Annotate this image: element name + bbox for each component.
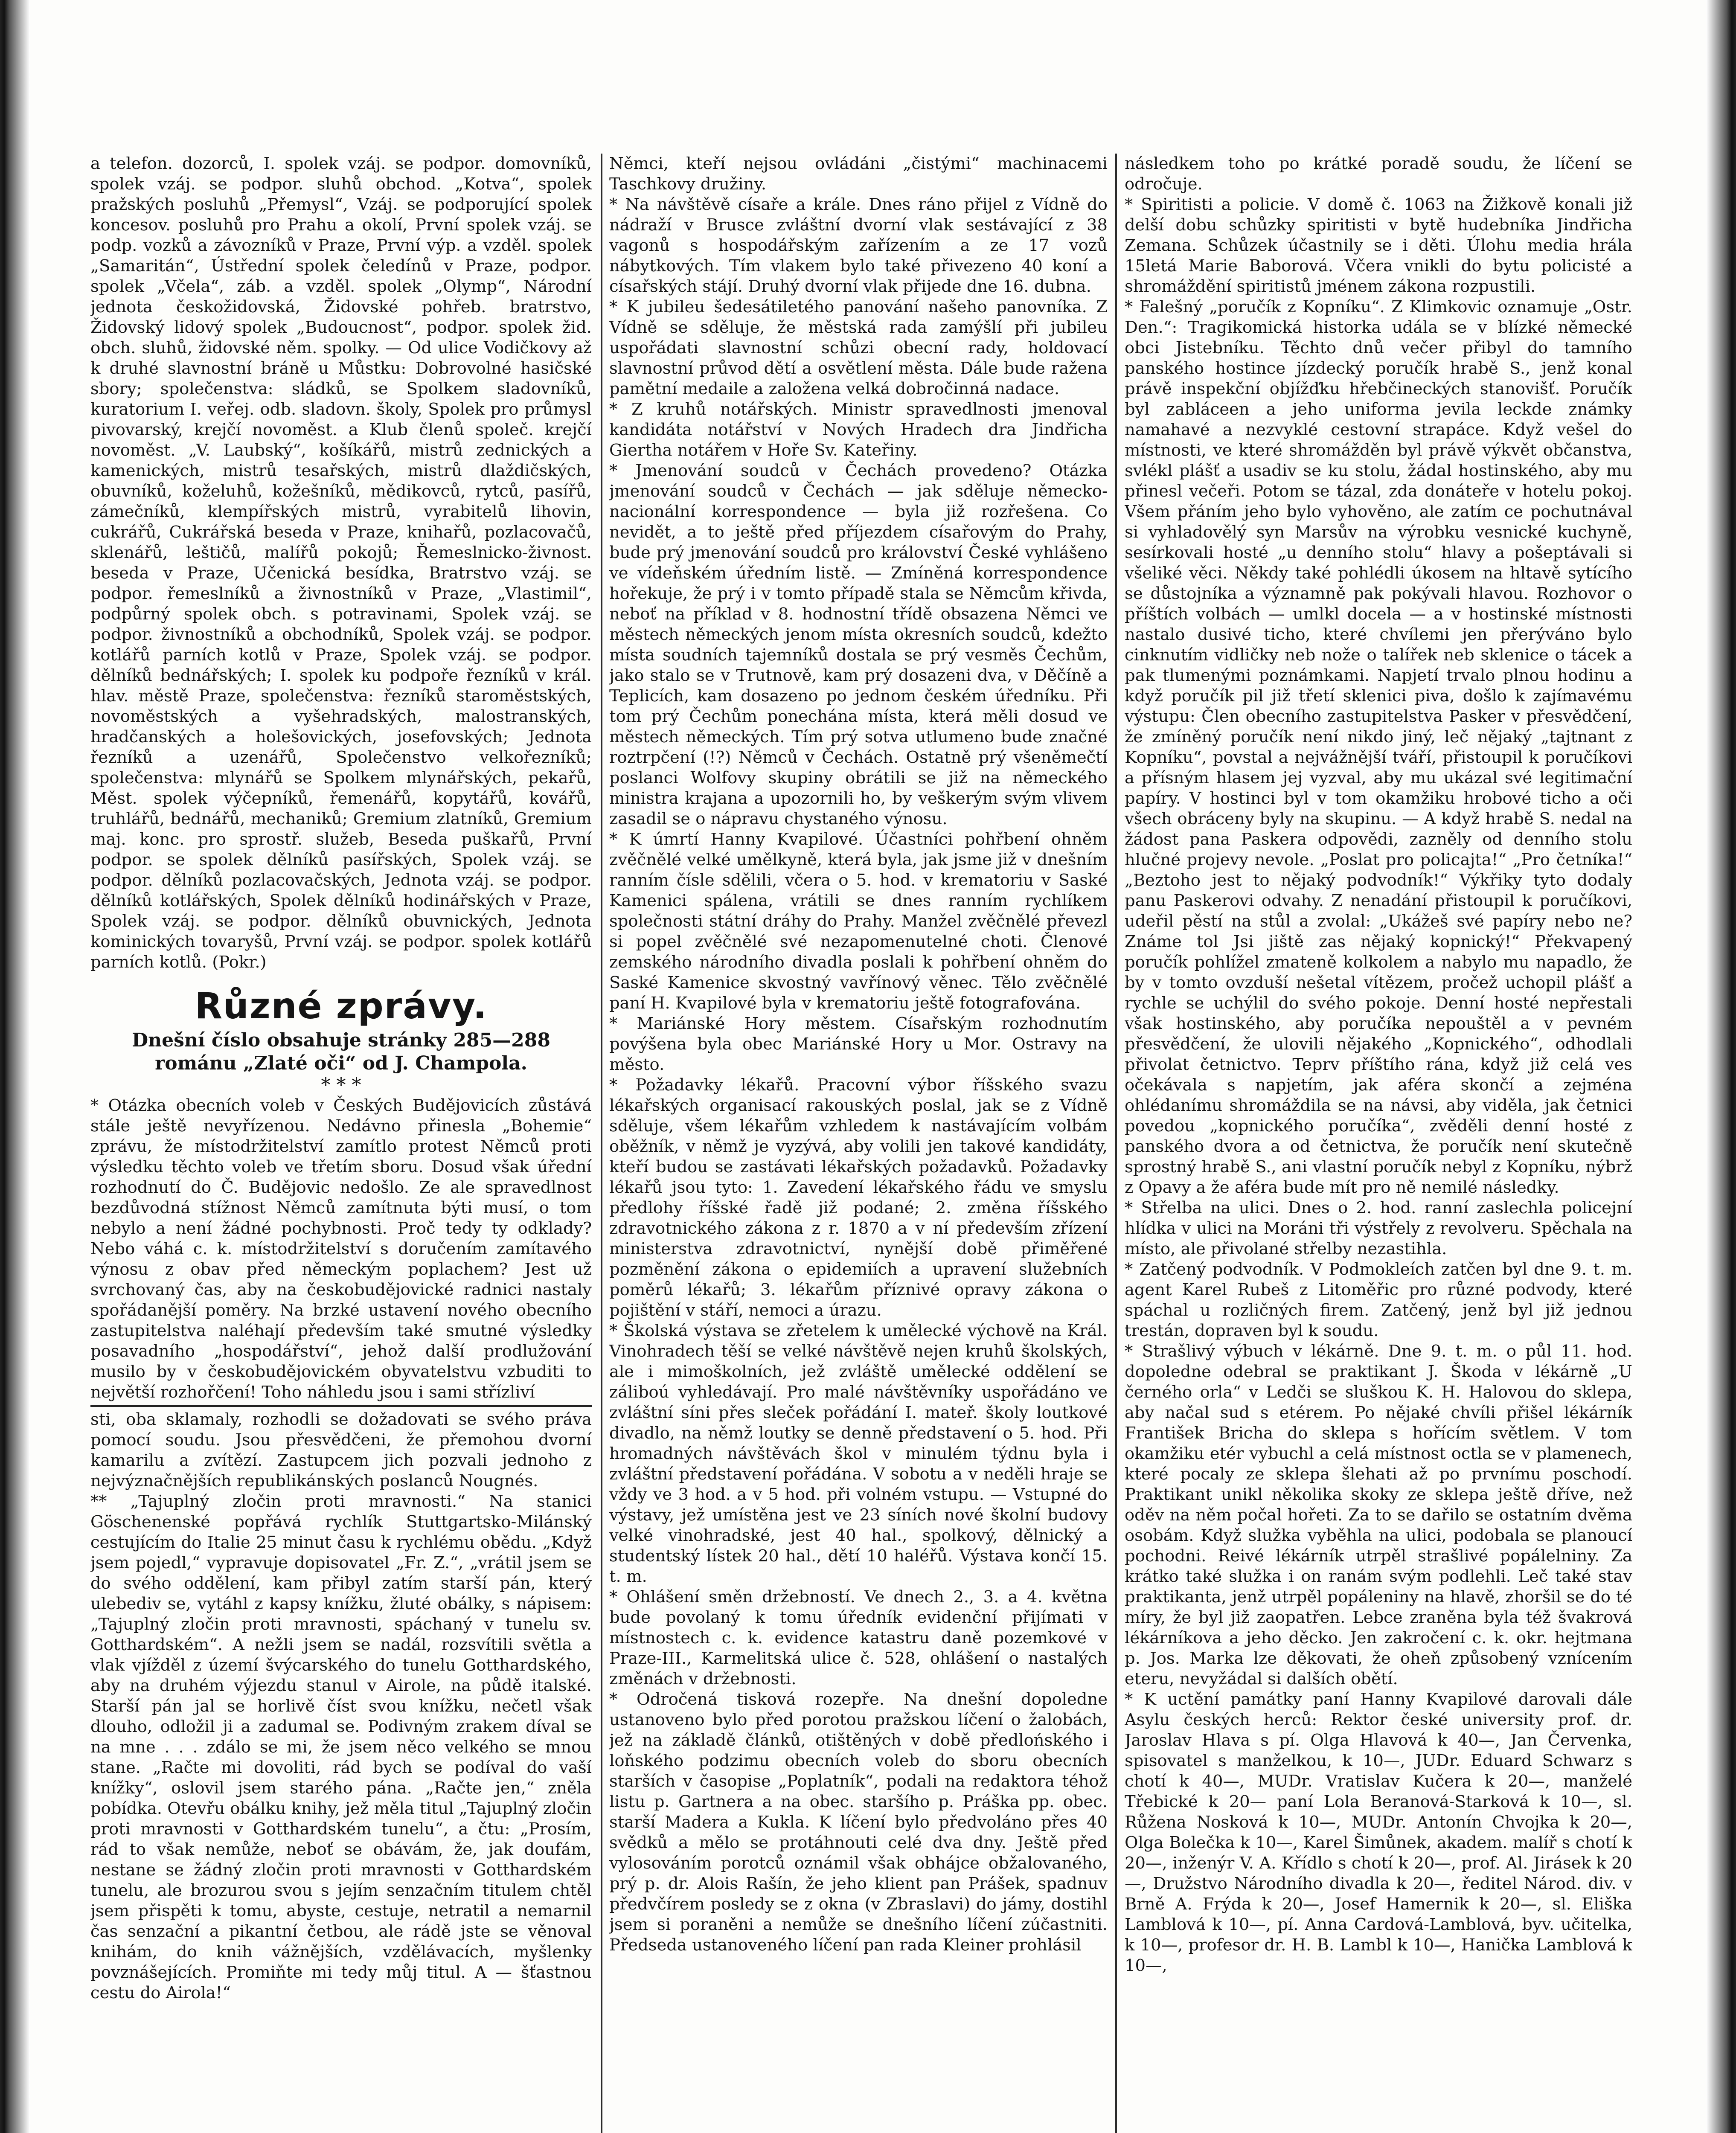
scan-edge-left (0, 0, 30, 2133)
column-1 (90, 154, 592, 2133)
article-kvapilova-death: * K úmrtí Hanny Kvapilové. Účastníci pohřbení ohněm zvěčnělé velké umělkyně, která byla, jak jsme již v dnešním ranním čísle sdělili, včera o 5. hod. v krematoriu v Saské Kamenici spálena, vrátili se dnes ranním rychlíkem společnosti státní dráhy do Prahy. Manžel zvěčnělé převezl si popel zvěčnělé své nezapomenutelné choti. Členové zemského národního divadla poslali k pohřbení ohněm do Saské Kamenice skvostný vavřínový věnec. Tělo zvěčnělé paní H. Kvapilové byla v krematoriu ještě fotografována. (609, 830, 1108, 1013)
serial-notice: Dnešní číslo obsahuje stránky 285—288 románu „Zlaté oči“ od J. Champola. (131, 1029, 551, 1074)
article-emperor-visit: * Na návštěvě císaře a krále. Dnes ráno přijel z Vídně do nádraží v Brusce zvláštní dvorní vlak sestávající z 38 vagonů s hospodářským zařízením a ze 17 vozů nábytkových. Tím vlakem bylo také přivezeno 40 koní a císařských stájí. Druhý dvorní vlak přijede dne 16. dubna. (609, 195, 1108, 296)
article-street-shooting: * Střelba na ulici. Dnes o 2. hod. ranní zaslechla policejní hlídka v ulici na Moráni tři výstřely z revolveru. Spěchala na místo, ale přivolané střelby nezastihla. (1125, 1198, 1632, 1258)
article-jubilee: * K jubileu šedesátiletého panování našeho panovníka. Z Vídně se sděluje, že městská rada zamýšlí při jubileu uspořádati slavnostní schůzi obecní rady, holdovací slavnostní průvod dětí a osvětlení města. Dále bude ražena pamětní medaile a založena velká dobročinná nadace. (609, 297, 1108, 398)
column-rule-2 (1115, 154, 1117, 2133)
article-school-exhibition: * Školská výstava se zřetelem k umělecké výchově na Král. Vinohradech těší se velké návštěvě nejen kruhů školských, ale i mimoškolních, jež zvláště umělecké oddělení se záliboú vyhledávají. Pro malé návštěvníky uspořádáno ve zvláštní síni přes sleček pořádání I. mateř. školy loutkové divadlo, na němž loutky se denně představení o 5. hod. Při hromadných návštěvách škol v minulém týdnu byla i zvláštní představení pořádána. V sobotu a v neděli hraje se vždy ve 3 hod. a v 5 hod. při volném vstupu. — Vstupné do výstavy, jež umístěna jest ve 23 síních nové školní budovy velké vinohradské, jest 40 hal., spolkový, dělnický a studentský lístek 20 hal., dětí 10 haléřů. Výstava končí 15. t. m. (609, 1321, 1108, 1586)
article-false-lieutenant: * Falešný „poručík z Kopníku“. Z Klimkovic oznamuje „Ostr. Den.“: Tragikomická historka udála se v blízké německé obci Jistebníku. Těchto dnů večer přibyl do tamního panského hostince jízdecký poručík hrabě S., jenž konal právě inspekční objížďku hřebčineckých stanovišť. Poručík byl zabláceen a jeho uniforma jevila leckde známky namahavé a nezvyklé cestovní strapáce. Když vešel do místnosti, ve které shromážděn byl právě výkvět občanstva, svlékl plášť a usadiv se ku stolu, žádal hostinského, aby mu přinesl večeři. Potom se tázal, zda donáteře v hotelu pokoj. Všem přáním jeho bylo vyhověno, ale zatím ce pochutnával si vyhladovělý syn Marsův na výrobku vesnické kuchyně, sesírkovali hosté „u denního stolu“ hlavy a pošeptávali si všeliké věci. Někdy také pohlédli úkosem na hltavě sytícího se důstojníka a významně pak pokývali hlavou. Rozhovor o příštích volbách — umlkl docela — a v hostinské místnosti nastalo dusivé ticho, které chvílemi jen přerýváno bylo cinknutím vidličky neb nože o talířek neb sklenice o tácek a pak tlumenými poznámkami. Napjetí trvalo plnou hodinu a když poručík pil již třetí sklenici piva, došlo k zajímavému výstupu: Člen obecního zastupitelstva Pasker v přesvědčení, že zmíněný poručík není nikdo jiný, leč nějaký „tajtnant z Kopníku“, povstal a nejvážnější tváří, přistoupil k poručíkovi a přísným hlasem jej vyzval, aby mu ukázal své legitimační papíry. V hostinci byl v tom okamžiku hrobové ticho a oči všech obráceny byly na skupinu. — A když hrabě S. nedal na žádost pana Paskera odpovědi, zazněly od denního stolu hlučné projevy nevole. „Poslat pro policajta!“ „Pro četníka!“ „Beztoho jest to nějaký podvodník!“ Výkřiky tyto dodaly panu Paskerovi odvahy. Z nenadání přistoupil k poručíkovi, udeřil pěstí na stůl a zvolal: „Ukážeš své papíry nebo ne? Známe tol Jsi jiště zas nějaký kopnický!“ Překvapený poručík pohlížel zmateně kolkolem a nabylo mu napadlo, že by v tomto ovzduší nešetal vítězem, pročež uchopil plášť a rychle se uchýlil do svého pokoje. Denní hosté nepřestali však hostinského, aby poručíka nepouštěl a v pevném přesvědčení, že ulovili nějakého „Kopnického“, odhodlali přivolat četnictvo. Teprv příštího rána, když již celá ves očekávala s napjetím, jak aféra skončí a zejména ohlédanímu shromáždila se na návsi, aby viděla, jak četnici povedou „kopnického poručíka“, zvěděli denní hosté z panského dvora a od četnictva, že poručík není skutečně sprostný hrabě S., ani vlastní poručík nebyl z Kopníku, nýbrž z Opavy a že aféra bude mít pro ně nemilé následky. (1125, 297, 1632, 1197)
article-continued-taschek: Němci, kteří nejsou ovládáni „čistými“ machinacemi Taschkovy družiny. (609, 154, 1108, 194)
section-heading: Různé zprávy. (195, 985, 488, 1027)
column-rule-1 (601, 154, 602, 2133)
article-marianske-hory: * Mariánské Hory městem. Císařským rozhodnutím povýšena byla obec Mariánské Hory u Mor. Ostravy na město. (609, 1014, 1108, 1074)
column-2 (609, 154, 1108, 2133)
article-arrested-fraudster: * Zatčený podvodník. V Podmokleích zatčen byl dne 9. t. m. agent Karel Rubeš z Litoměřic pro různé podvody, které spáchal u rozličných firem. Zatčený, jenž byl již jednou trestán, dopraven byl k soudu. (1125, 1260, 1632, 1340)
article-spiritists: * Spiritisti a policie. V domě č. 1063 na Žižkově konali již delší dobu schůzky spiritisti v bytě hudebníka Jindřicha Zemana. Schůzek účastnily se i děti. Úlohu media hrála 15letá Marie Baborová. Včera vnikli do bytu policisté a shromáždění spiritistů jménem zákona rozpustili. (1125, 195, 1632, 296)
article-gotthard-tunnel: ** „Tajuplný zločin proti mravnosti.“ Na stanici Göschenenské popřává rychlík Stuttgartsko-Milánský cestujícím do Italie 25 minut času k rychlému obědu. „Když jsem pojedl,“ vypravuje dopisovatel „Fr. Z.“, „vrátil jsem se do svého oddělení, kam přibyl zatím starší pán, který ulebediv se, vytáhl z kapsy knížku, žluté obálky, s nápisem: „Tajuplný zločin proti mravnosti, spáchaný v tunelu sv. Gotthardském“. A nežli jsem se nadál, rozsvítili světla a vlak vjížděl z území švýcarského do tunelu Gotthardského, aby na druhém výjezdu stanul v Airole, na půdě italské. Starší pán jal se horlivě číst svou knížku, nečetl však dlouho, odložil ji a zadumal se. Podivným zrakem díval se na mne . . . zdálo se mi, že jsem něco velkého se mnou stane. „Račte mi dovoliti, rád bych se podíval do vaší knížky“, oslovil jsem starého pána. „Račte jen,“ zněla pobídka. Otevřu obálku knihy, jež měla titul „Tajuplný zločin proti mravnosti v Gotthardském tunelu“, a čtu: „Prosím, rád to však nemůže, neboť se obávám, že, jak doufám, nestane se žádný zločin proti mravnosti v Gotthardském tunelu, ale brozurou svou s jejím senzačním titulem chtěl jsem přispěti k tomu, abyste, cestuje, netratil a nemarnil čas senzační a pikantní četbou, ale rádě jste se věnoval knihám, do knih vážnějších, vzdělávacích, myšlenky povznášejících. Promiňte mi tedy můj titul. A — šťastnou cestu do Airola!“ (90, 1492, 592, 2002)
article-budejovice-elections: * Otázka obecních voleb v Českých Budějovicích zůstává stále ještě nevyřízenou. Nedávno přinesla „Bohemie“ zprávu, že místodržitelství zamítlo protest Němců proti výsledku těchto voleb ve třetím sboru. Dosud však úřední rozhodnutí do Č. Budějovic nedošlo. Ze ale spravedlnost bezdůvodná stížnost Němců zamítnuta býti musí, o tom nebylo a není žádné pochybnosti. Proč tedy ty odklady? Nebo váhá c. k. místodržitelství s doručením zamítavého výnosu z obav před německým poplachem? Jest už svrchovaný čas, aby na českobudějovické radnici nastaly spořádanější poměry. Na brzké ustavení nového obecního zastupitelstva naléhají především také smutné výsledky posavadního „hospodářství“, jehož další prodlužování musilo by v českobudějovickém obyvatelstvu vzbuditi to největší rozhořčení! Toho náhledu jsou i sami střízliví (90, 1096, 592, 1402)
article-judges: * Jmenování soudců v Čechách provedeno? Otázka jmenování soudců v Čechách — jak sděluje německo-nacionální korrespondence — byla již rozřešena. Co nevidět, a to ještě před příjezdem císařovým do Prahy, bude prý jmenování soudců pro království České vyhlášeno ve vídeňském úředním listě. — Zmíněná korrespondence hořekuje, že prý i v tomto případě stala se Němcům křivda, neboť na příklad v 8. hodnostní třídě obsazena Němci ve městech německých jenom místa okresních soudců, kdežto místa soudních tajemníků dostala se prý vesměs Čechům, jako stalo se v Trutnově, kam prý dosazeni dva, v Děčíně a Teplicích, kam dosazeno po jednom českém úředníku. Při tom prý Čechům ponechána místa, která měli dosud ve městech německých. Tím prý sotva utlumeno bude značné roztrpčení (!?) Němců v Čechách. Ostatně prý všeněmečtí poslanci Wolfovy skupiny obrátili se již na německého ministra krajana a upozornili ho, by veškerým svým vlivem zasadil se o nápravu chystaného výnosu. (609, 461, 1108, 828)
article-notaries: * Z kruhů notářských. Ministr spravedlnosti jmenoval kandidáta notářství v Nových Hradech dra Jindřicha Giertha notářem v Hoře Sv. Kateřiny. (609, 400, 1108, 460)
article-land-registry: * Ohlášení směn držebností. Ve dnech 2., 3. a 4. května bude povolaný k tomu úředník evidenční přijímati v místnostech c. k. evidence katastru daně pozemkové v Praze-III., Karmelitská ulice č. 528, ohlášení o nastalých změnách v držebnosti. (609, 1587, 1108, 1688)
article-press-trial: * Odročená tisková rozepře. Na dnešní dopoledne ustanoveno bylo před porotou pražskou líčení o žalobách, jež na základě článků, otištěných v době předlońského i loňského podzimu obecních voleb do sboru obecních starších v časopise „Poplatník“, podali na redaktora téhož listu p. Gartnera a na obec. staršího p. Práška pp. obec. starší Madera a Kukla. K líčení bylo předvoláno přes 40 svědků a mělo se protáhnouti celé dva dny. Ještě před vylosováním porotců oznámil však obhájce obžalovaného, prý p. dr. Alois Rašín, že jeho klient pan Prášek, spadnuv předvčírem posledy se z okna (v Zbraslavi) do jámy, dostihl jsem si poraněni a nemůže se dnešního líčení zúčastniti. Předseda ustanoveného líčení pan rada Kleiner prohlásil (609, 1690, 1108, 1955)
article-continued-trial: následkem toho po krátké poradě soudu, že líčení se odročuje. (1125, 154, 1632, 194)
column-divider (90, 1405, 592, 1407)
article-pharmacy-explosion: * Strašlivý výbuch v lékárně. Dne 9. t. m. o půl 11. hod. dopoledne odebral se praktikant J. Škoda v lékárně „U černého orla“ v Ledči se sluškou K. H. Halovou do sklepa, aby načal sud s etérem. Po nějaké chvíli přišel lékárník František Bricha do sklepa s hořícím světlem. V tom okamžiku etér vybuchl a celá místnost octla se v plamenech, které pocaly ze sklepa šlehati až po prvnímu poschodí. Praktikant unikl několika skoky ze sklepa ještě dříve, než oděv na něm počal hořeti. Za to se dařilo se ostatním dvěma osobám. Když služka vyběhla na ulici, podobala se planoucí pochodni. Reivé lékárník utrpěl strašlivé popálelniny. Za krátko také služka i on ranám svým podlehli. Leč také stav praktikanta, jenž utrpěl popáleniny na hlavě, zhoršil se do té míry, že byl již zaopatřen. Lebce zraněna byla též švakrová lékárníkova a jeho děcko. Jen zakročení c. k. okr. hejtmana p. Jos. Marka lze děkovati, že oheň způsobený vznícením eteru, nevyžádal si dalších obětí. (1125, 1342, 1632, 1688)
procession-list-continued: a telefon. dozorců, I. spolek vzáj. se podpor. domovníků, spolek vzáj. se podpor. sluhů obchod. „Kotva“, spolek pražských posluhů „Přemysl“, Vzáj. se podporující spolek koncesov. posluhů pro Prahu a okolí, První spolek vzáj. se podp. vozků a závozníků v Praze, První výp. a vzděl. spolek „Samaritán“, Ústřední spolek čeledínů v Praze, podpor. spolek „Včela“, záb. a vzděl. spolek „Olymp“, Národní jednota českožidovská, Židovské pohřeb. bratrstvo, Židovský lidový spolek „Budoucnost“, podpor. spolek žid. obch. sluhů, židovské něm. spolky. — Od ulice Vodičkovy až k druhé slavnostní bráně u Můstku: Dobrovolné hasičské sbory; společenstva: sládků, se Spolkem sladovníků, kuratorium I. veřej. odb. sladovn. školy, Spolek pro průmysl pivovarský, krejčí novoměst. a Klub členů společ. krejčí novoměst. „V. Laubský“, košíkářů, mistrů zednických a kamenických, mistrů tesařských, mistrů dlaždičských, obuvníků, koželuhů, kožešníků, mědikovců, rytců, pasířů, zámečníků, klempířských mistrů, vyrabitelů lihovin, cukrářů, Cukrářská beseda v Praze, knihařů, pozlacovačů, sklenářů, leštičů, malířů pokojů; Řemeslnicko-živnost. beseda v Praze, Učenická besídka, Bratrstvo vzáj. se podpor. řemeslníků a živnostníků v Praze, „Vlastimil“, podpůrný spolek obch. s potravinami, Spolek vzáj. se podpor. živnostníků a obchodníků, Spolek vzáj. se podpor. kotlářů parních kotlů v Praze, Spolek vzáj. se podpor. dělníků bednářských; I. spolek ku podpoře řezníků v král. hlav. městě Praze, společenstva: řezníků staroměstských, novoměstských a vyšehradských, malostranských, hradčanských a holešovických, josefovských; Jednota řezníků a uzenářů, Společenstvo velkořezníků; společenstva: mlynářů se Spolkem mlynářských, pekařů, Měst. spolek výčepníků, řemenářů, kopytářů, kovářů, truhlářů, bednářů, mechaniků; Gremium zlatníků, Gremium maj. konc. pro sprostř. služeb, Beseda puškařů, První podpor. se spolek dělníků pasířských, Spolek vzáj. se podpor. dělníků pozlacovačských, Jednota vzáj. se podpor. dělníků kotlářských, Spolek dělníků hodinářských v Praze, Spolek vzáj. se podpor. dělníků obuvnických, Jednota kominických tovaryšů, První vzáj. se podpor. spolek kotlářů parních kotlů. (Pokr.) (90, 154, 592, 972)
column-3 (1125, 154, 1632, 2133)
article-doctors-demands: * Požadavky lékařů. Pracovní výbor říšského svazu lékařských organisací rakouských poslal, jak se z Vídně sděluje, všem lékařům vzhledem k nastávajícím volbám oběžník, v němž je vyzývá, aby volili jen takové kandidáty, kteří budou se zastávati lékařských požadavků. Požadavky lékařů jsou tyto: 1. Zavedení lékařského řádu ve smyslu předlohy říšské řadě již podané; 2. změna říšského zdravotnického zákona z r. 1870 a v ní především zřízení ministerstva zdravotnictví, nynější době přiměřené pozměnění zákona o epidemiích a upravení služebních poměrů lékařů; 3. lékařům příznivé opravy zákona o pojištění v stáří, nemoci a úrazu. (609, 1075, 1108, 1320)
section-stars: * * * (321, 1074, 361, 1096)
scan-edge-right (1706, 0, 1736, 2133)
article-donations: * K uctění památky paní Hanny Kvapilové darovali dále Asylu českých herců: Rektor české university prof. dr. Jaroslav Hlava s pí. Olga Hlavová k 40—, Jan Červenka, spisovatel s manželkou, k 10—, JUDr. Eduard Schwarz s chotí k 40—, MUDr. Vratislav Kučera k 20—, manželé Třebické k 20— paní Lola Beranová-Starková k 10—, sl. Růžena Nosková k 10—, MUDr. Antonín Chvojka k 20—, Olga Bolečka k 10—, Karel Šimůnek, akadem. malíř s chotí k 20—, inženýr V. A. Křídlo s chotí k 20—, prof. Al. Jirásek k 20—, Družstvo Národního divadla k 20—, ředitel Národ. div. v Brně A. Frýda k 20—, Josef Hamernik k 20—, sl. Eliška Lamblová k 10—, pí. Anna Cardová-Lamblová, byv. učitelka, k 10—, profesor dr. H. B. Lambl k 10—, Hanička Lamblová k 10—, (1125, 1690, 1632, 1975)
article-continued-lawsuit: sti, oba sklamaly, rozhodli se dožadovati se svého práva pomocí soudu. Jsou přesvědčeni, že přemohou dvorní kamarilu a zvítězí. Zastupcem jich pozvali jednoho z nejvýznačnějších republikánských poslanců Nougnés. (90, 1410, 592, 1491)
